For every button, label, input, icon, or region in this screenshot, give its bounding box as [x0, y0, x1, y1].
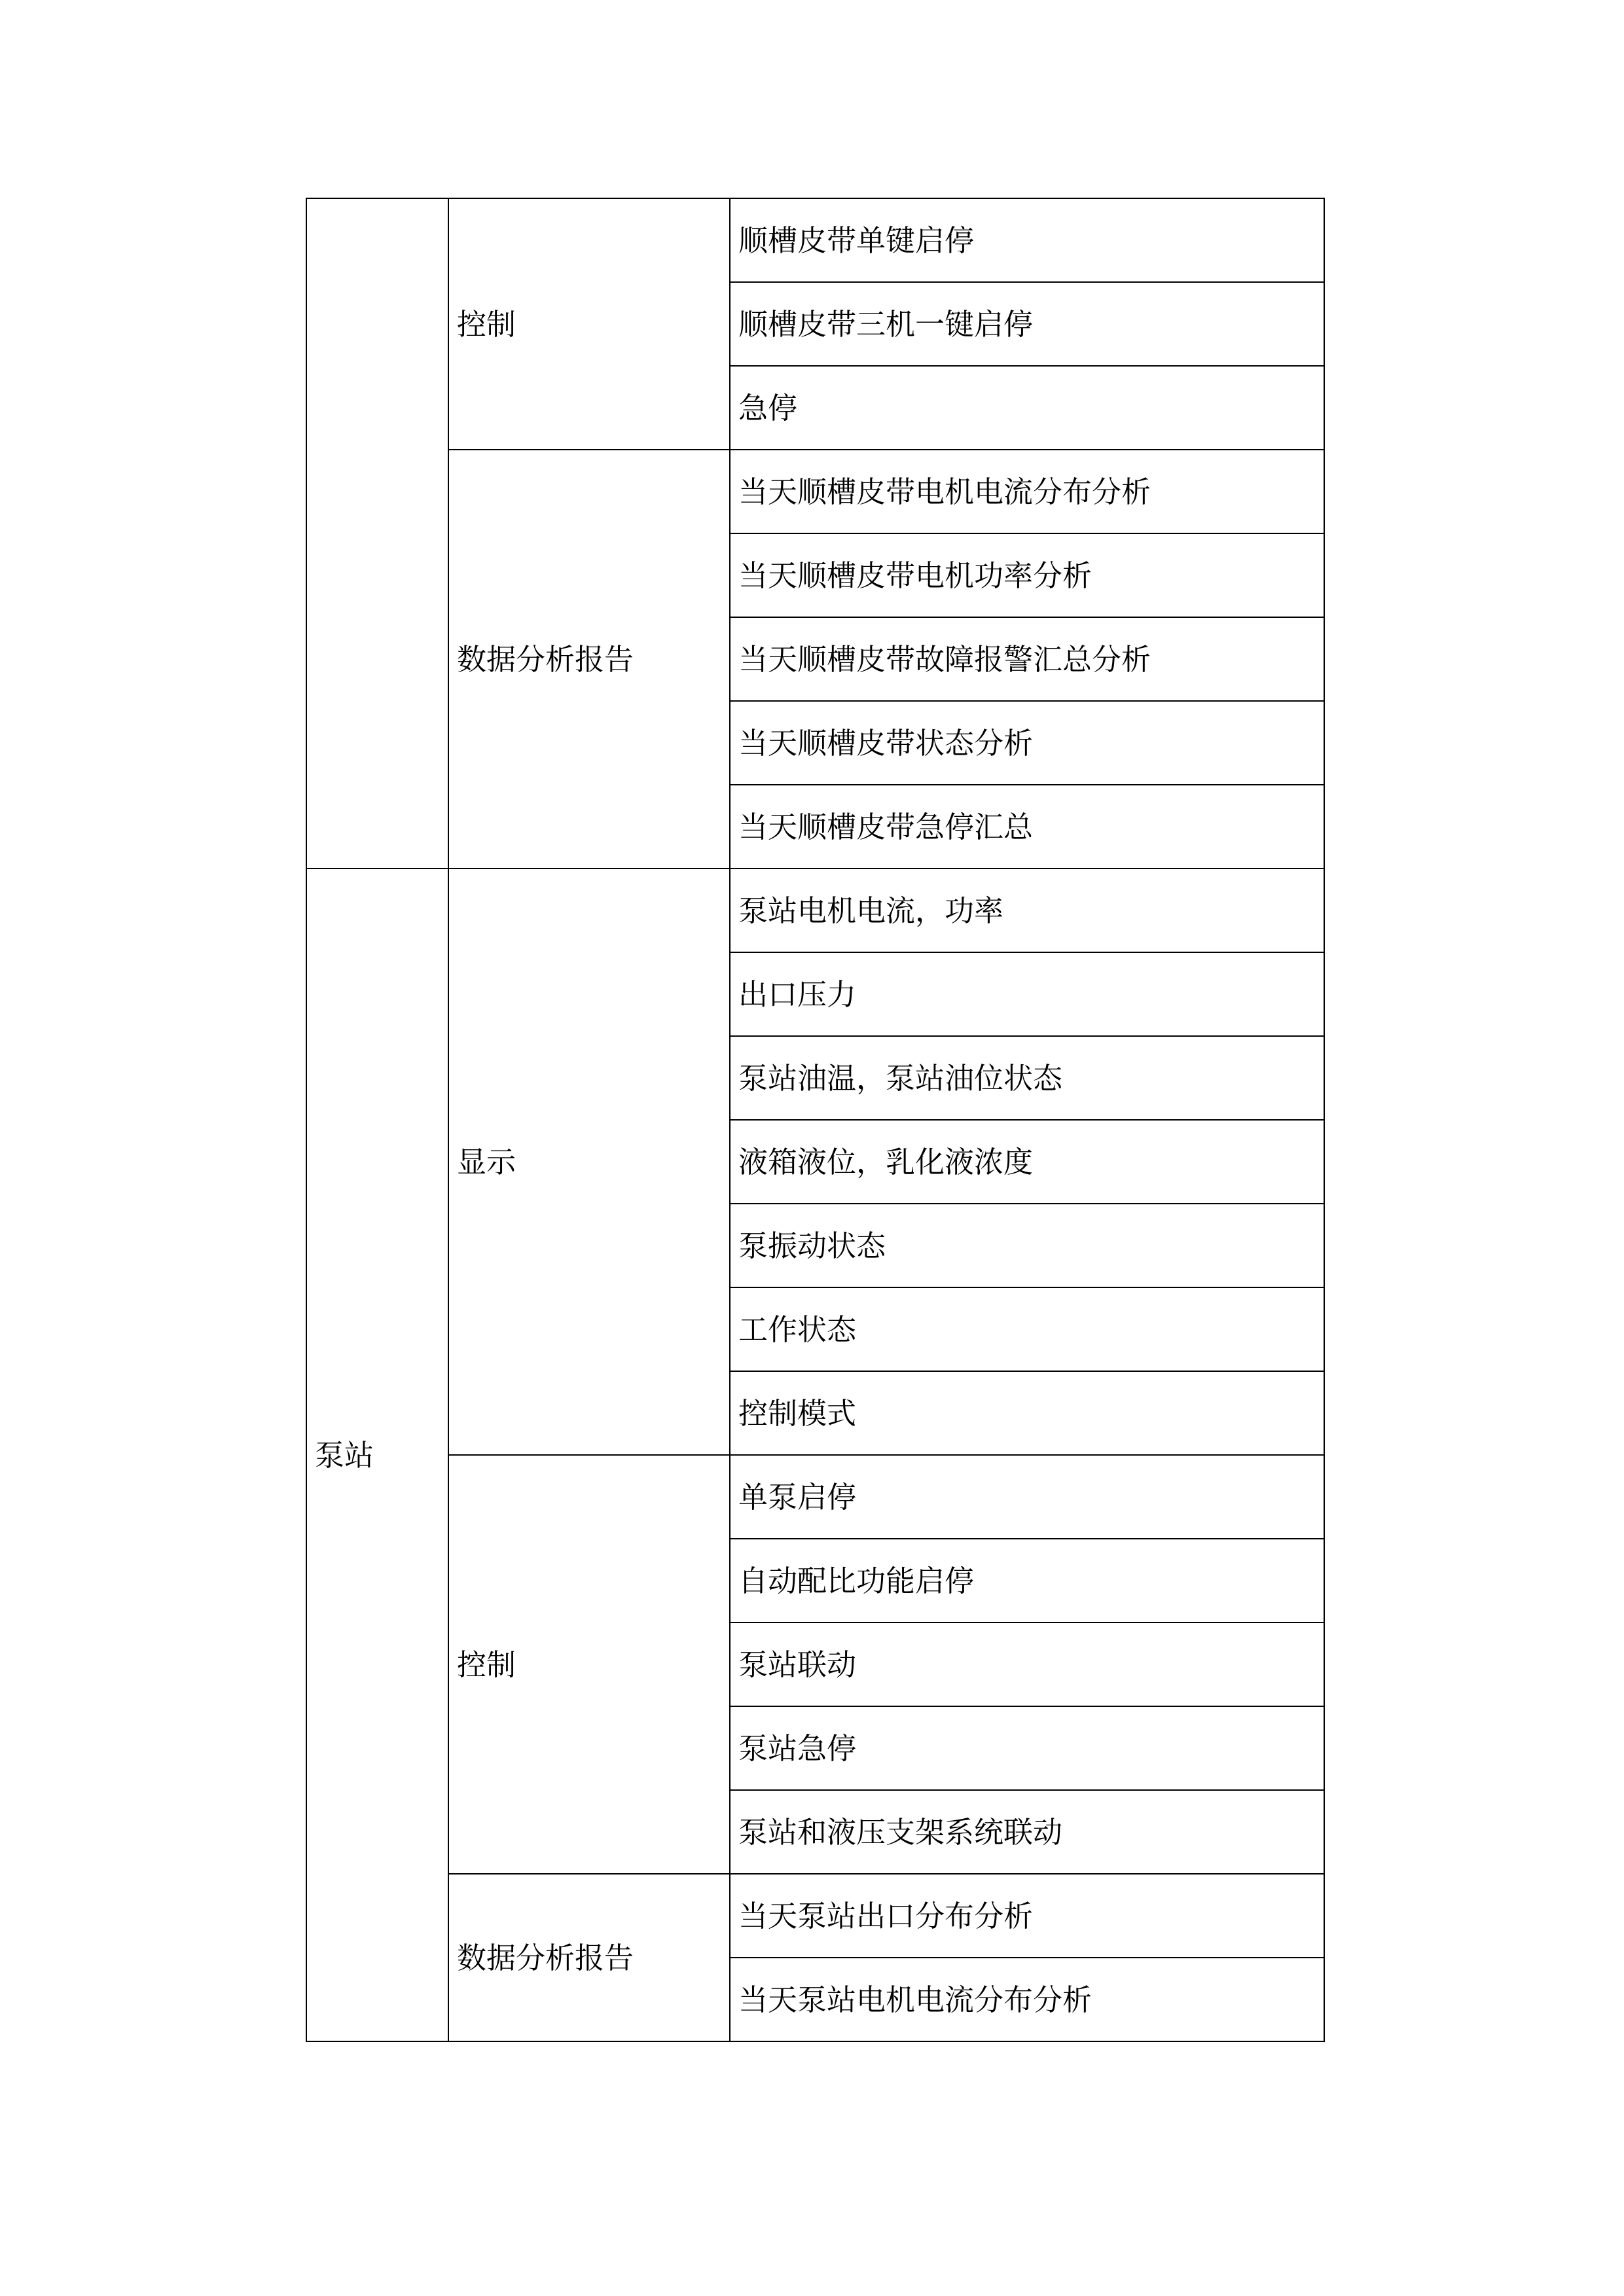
- table-row: [306, 869, 1324, 952]
- function-item-cell: 泵站电机电流，功率: [730, 869, 1324, 952]
- function-spec-table: [306, 198, 1325, 2042]
- function-item-cell: 泵站联动: [730, 1623, 1324, 1706]
- subcategory-cell: 控制: [448, 1455, 730, 1874]
- function-item-cell: 控制模式: [730, 1371, 1324, 1455]
- function-spec-table-body: [306, 198, 1324, 2041]
- function-item-cell: 单泵启停: [730, 1455, 1324, 1539]
- function-item-cell: 当天泵站出口分布分析: [730, 1874, 1324, 1958]
- function-item-cell: 泵站油温，泵站油位状态: [730, 1036, 1324, 1120]
- function-item-cell: 泵站和液压支架系统联动: [730, 1790, 1324, 1874]
- function-item-cell: 顺槽皮带三机一键启停: [730, 282, 1324, 366]
- subcategory-cell: 数据分析报告: [448, 450, 730, 869]
- function-item-cell: 顺槽皮带单键启停: [730, 198, 1324, 282]
- category-cell: 泵站: [306, 869, 448, 2041]
- function-item-cell: 当天顺槽皮带故障报警汇总分析: [730, 617, 1324, 701]
- table-row: [306, 1874, 1324, 1958]
- function-item-cell: 自动配比功能启停: [730, 1539, 1324, 1623]
- subcategory-cell: 控制: [448, 198, 730, 450]
- function-item-cell: 泵振动状态: [730, 1204, 1324, 1287]
- table-row: [306, 198, 1324, 282]
- function-item-cell: 液箱液位，乳化液浓度: [730, 1120, 1324, 1204]
- function-item-cell: 当天泵站电机电流分布分析: [730, 1958, 1324, 2041]
- subcategory-cell: 显示: [448, 869, 730, 1455]
- function-item-cell: 当天顺槽皮带电机电流分布分析: [730, 450, 1324, 533]
- subcategory-cell: 数据分析报告: [448, 1874, 730, 2041]
- table-row: [306, 450, 1324, 533]
- function-item-cell: 当天顺槽皮带状态分析: [730, 701, 1324, 785]
- function-item-cell: 当天顺槽皮带电机功率分析: [730, 533, 1324, 617]
- function-item-cell: 出口压力: [730, 952, 1324, 1036]
- table-row: [306, 1455, 1324, 1539]
- function-item-cell: 泵站急停: [730, 1706, 1324, 1790]
- function-item-cell: 急停: [730, 366, 1324, 450]
- function-item-cell: 当天顺槽皮带急停汇总: [730, 785, 1324, 869]
- function-item-cell: 工作状态: [730, 1287, 1324, 1371]
- category-cell: [306, 198, 448, 869]
